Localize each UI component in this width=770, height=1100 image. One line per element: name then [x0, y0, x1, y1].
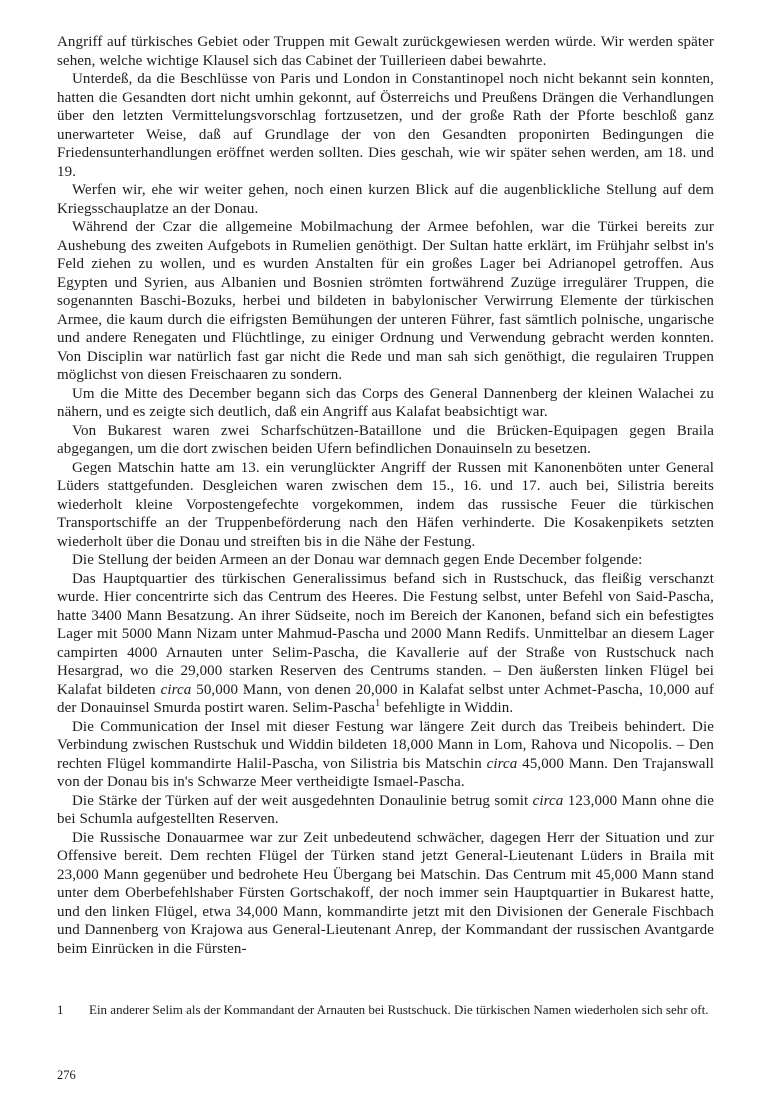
- paragraph: Das Hauptquartier des türkischen Generalissimus befand sich in Rustschuck, das fleißig verschanzt wurde. Hier concentrirte sich das Centrum des Heeres. Die Festung selbst, unter Befehl von Said-Pascha, hatte 3400 Mann Besatzung. An ihrer Südseite, noch im Bereich der Kanonen, befand sich ein befestigtes Lager mit 5000 Mann Nizam unter Mahmud-Pascha und 2000 Mann Redifs. Unmittelbar an diesem Lager campirten 4000 Arnauten unter Selim-Pascha, die Kavallerie auf der Straße von Rustschuck nach Hesargrad, wo die 29,000 starken Reserven des Centrums standen. – Den äußersten linken Flügel bei Kalafat bildeten circa 50,000 Mann, von denen 20,000 in Kalafat selbst unter Achmet-Pascha, 10,000 auf der Donauinsel Smurda postirt waren. Selim-Pascha$^1$ befehligte in Widdin.: [57, 570, 714, 716]
- body-text: [57, 33, 714, 958]
- paragraph: Die Stärke der Türken auf der weit ausgedehnten Donaulinie betrug somit circa 123,000 Mann ohne die bei Schumla aufgestellten Reserven.: [57, 792, 714, 827]
- paragraph: Die Communication der Insel mit dieser Festung war längere Zeit durch das Treibeis behindert. Die Verbindung zwischen Rustschuk und Widdin bildeten 18,000 Mann in Lom, Rahova und Nicopolis. – Den rechten Flügel kommandirte Halil-Pascha, von Silistria bis Matschin circa 45,000 Mann. Den Trajanswall von der Donau bis in's Schwarze Meer vertheidigte Ismael-Pascha.: [57, 718, 714, 790]
- paragraph: Gegen Matschin hatte am 13. ein verunglückter Angriff der Russen mit Kanonenböten unter General Lüders stattgefunden. Desgleichen waren zwischen dem 15., 16. und 17. auch bei, Silistria bereits wiederholt kleine Vorpostengefechte vorgekommen, indem das russische Feuer die türkischen Transportschiffe an der Truppenbeförderung nach den Häfen verhinderte. Die Kosakenpikets setzten wiederholt über die Donau und streiften bis in die Nähe der Festung.: [57, 459, 714, 550]
- paragraph: Um die Mitte des December begann sich das Corps des General Dannenberg der kleinen Walachei zu nähern, und es zeigte sich deutlich, daß ein Angriff aus Kalafat beabsichtigt war.: [57, 385, 714, 420]
- paragraph: Werfen wir, ehe wir weiter gehen, noch einen kurzen Blick auf die augenblickliche Stellung auf dem Kriegsschauplatze an der Donau.: [57, 182, 714, 217]
- paragraph: Während der Czar die allgemeine Mobilmachung der Armee befohlen, war die Türkei bereits zur Aushebung des zweiten Aufgebots in Rumelien genöthigt. Der Sultan hatte erklärt, im Frühjahr selbst in's Feld ziehen zu wollen, und es wurden Anstalten für ein großes Lager bei Adrianopel getroffen. Aus Egypten und Syrien, aus Albanien und Bosnien strömten fortwährend Zuzüge irregulärer Truppen, die sogenannten Baschi-Bozuks, herbei und bildeten in babylonischer Verwirrung Elemente der türkischen Armee, die kaum durch die eifrigsten Bemühungen der unteren Führer, fast sämtlich polnische, ungarische und andere Renegaten und Flüchtlinge, zu einiger Ordnung und Verwendung gebracht werden konnten. Von Disciplin war natürlich fast gar nicht die Rede und man sah sich genöthigt, die regulairen Truppen möglichst von diesen Freischaaren zu sondern.: [57, 219, 714, 383]
- paragraph: Angriff auf türkisches Gebiet oder Truppen mit Gewalt zurückgewiesen werden würde. Wir werden später sehen, welche wichtige Klausel sich das Cabinet der Tuillerieen dabei bewahrte.: [57, 34, 714, 69]
- paragraph: Die Stellung der beiden Armeen an der Donau war demnach gegen Ende December folgende:: [72, 552, 643, 568]
- page-number: 276: [57, 1068, 76, 1082]
- paragraph: Die Russische Donauarmee war zur Zeit unbedeutend schwächer, dagegen Herr der Situation und zur Offensive bereit. Dem rechten Flügel der Türken stand jetzt General-Lieutenant Lüders in Braila mit 23,000 Mann gegenüber und bedrohete Heu Übergang bei Matschin. Das Centrum mit 45,000 Mann stand unter dem Oberbefehlshaber Fürsten Gortschakoff, der noch immer sein Hauptquartier in Bukarest hatte, und den linken Flügel, etwa 34,000 Mann, kommandirte jetzt mit den Divisionen der Generale Fischbach und Dannenberg von Krajowa aus General-Lieutenant Anrep, der Kommandant der russischen Avantgarde beim Einrücken in die Fürsten-: [57, 829, 714, 957]
- footnote-text: Ein anderer Selim als der Kommandant der Arnauten bei Rustschuck. Die türkischen Namen wiederholen sich sehr oft.: [89, 1002, 709, 1017]
- paragraph: Von Bukarest waren zwei Scharfschützen-Bataillone und die Brücken-Equipagen gegen Braila abgegangen, um die dort zwischen beiden Ufern befindlichen Donauinseln zu besetzen.: [57, 422, 714, 457]
- footnote-marker: 1: [57, 1002, 64, 1017]
- footnote: [57, 1001, 714, 1019]
- paragraph: Unterdeß, da die Beschlüsse von Paris und London in Constantinopel noch nicht bekannt sein konnten, hatten die Gesandten dort nicht umhin gekonnt, auf Österreichs und Preußens Drängen die Verhandlungen über den letzten Vermittelungsvorschlag fortzusetzen, und der große Rath der Pforte beschloß ganz unerwarteter Weise, daß auf Grundlage der von den Gesandten proponirten Bedingungen die Friedensunterhandlungen eröffnet werden sollten. Dies geschah, wie wir später sehen werden, am 18. und 19.: [57, 71, 714, 180]
